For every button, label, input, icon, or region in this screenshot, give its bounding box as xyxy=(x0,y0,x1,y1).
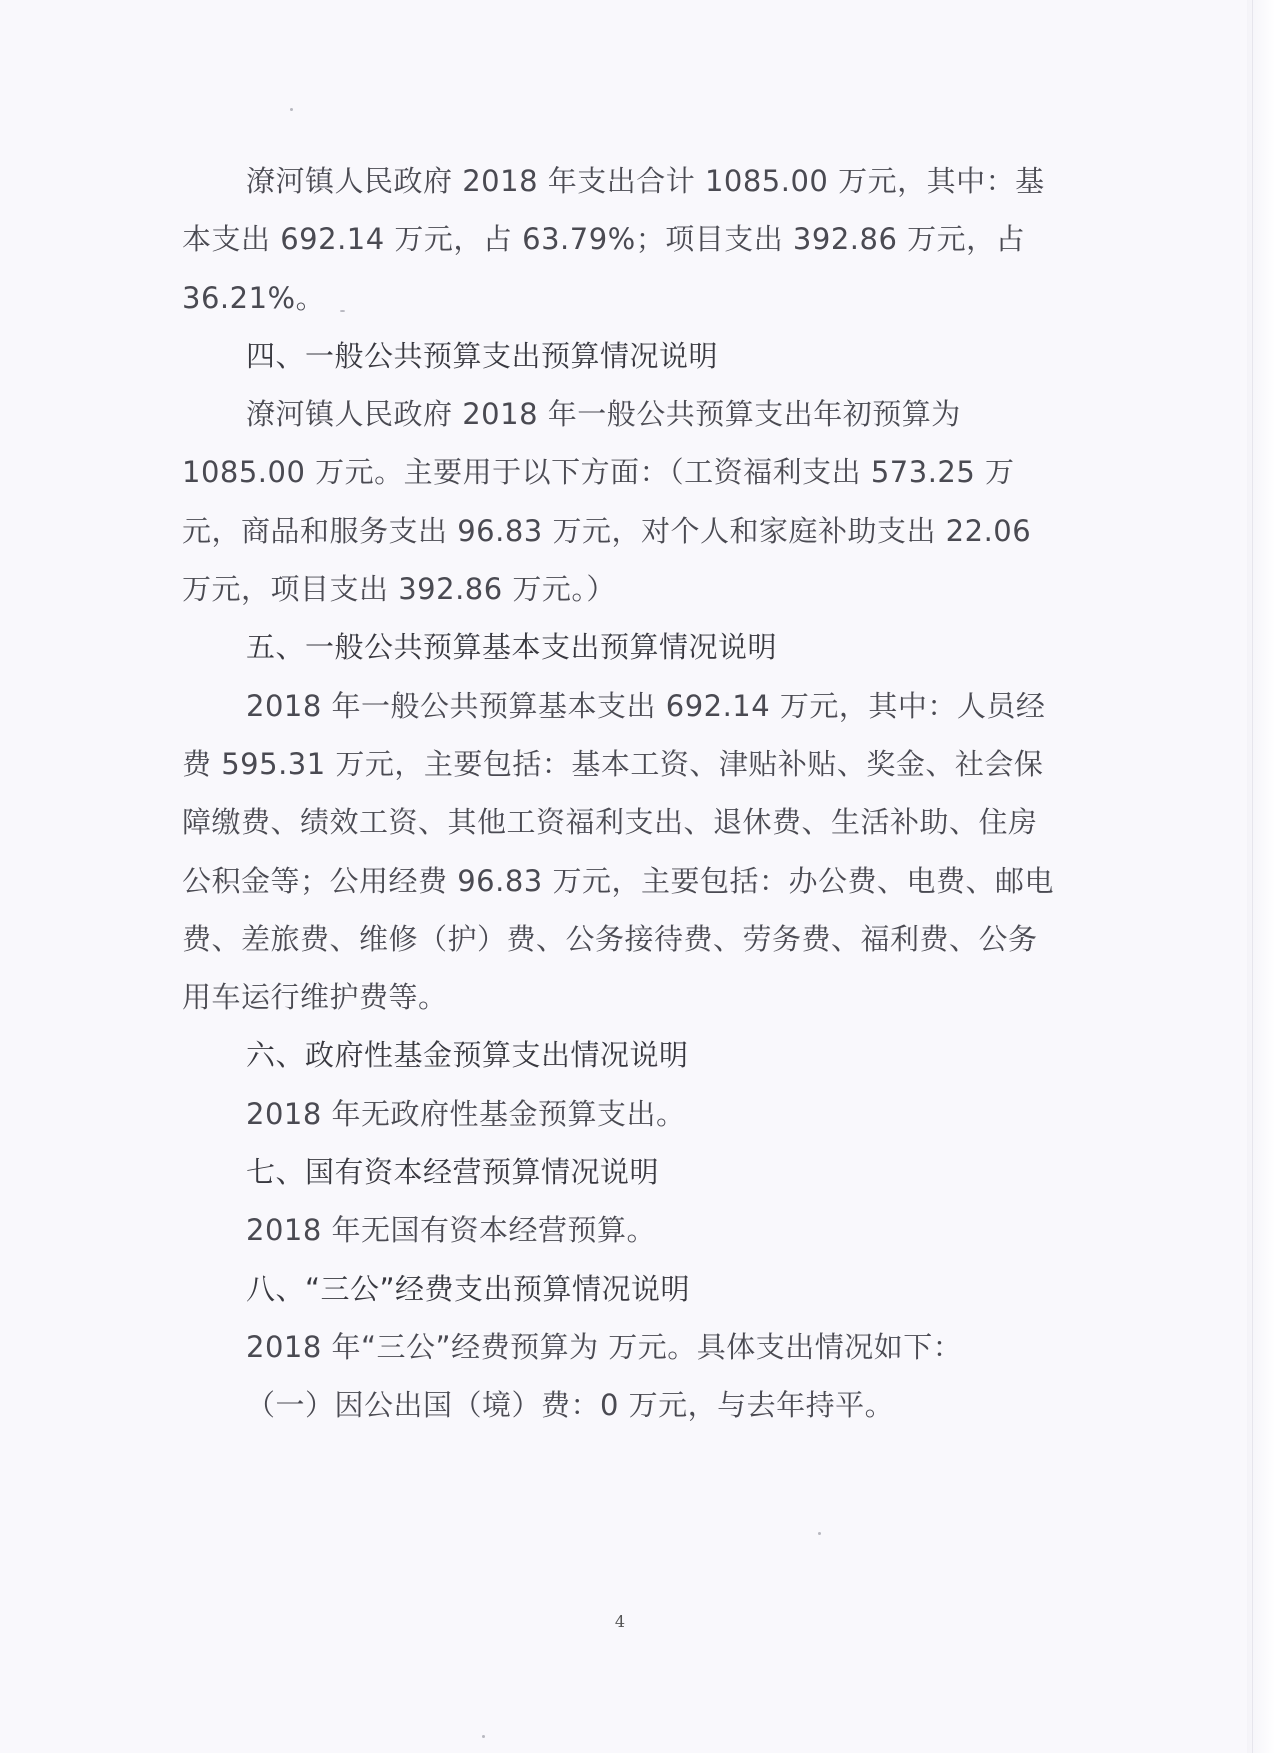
paragraph-government-fund: 2018 年无政府性基金预算支出。 xyxy=(246,1096,686,1131)
document-body xyxy=(182,152,1062,1435)
scan-speck xyxy=(482,1735,485,1738)
page-number: 4 xyxy=(614,1612,626,1631)
paragraph-general-budget: 潦河镇人民政府 2018 年一般公共预算支出年初预算为 1085.00 万元。主要用于以下方面：（工资福利支出 573.25 万元，商品和服务支出 96.83 万元，对个人和家庭补助支出 22.06 万元，项目支出 392.86 万元。） xyxy=(182,397,1032,607)
paragraph-state-capital: 2018 年无国有资本经营预算。 xyxy=(246,1213,657,1248)
section-heading-8: 八、“三公”经费支出预算情况说明 xyxy=(246,1271,691,1306)
scan-speck xyxy=(290,108,293,111)
section-heading-6: 六、政府性基金预算支出情况说明 xyxy=(246,1038,689,1073)
paragraph-overseas-travel: （一）因公出国（境）费：0 万元，与去年持平。 xyxy=(246,1388,895,1423)
paragraph-expenditure-total: 潦河镇人民政府 2018 年支出合计 1085.00 万元，其中：基本支出 692.14 万元，占 63.79%；项目支出 392.86 万元，占 36.21%。 xyxy=(182,164,1045,315)
section-heading-4: 四、一般公共预算支出预算情况说明 xyxy=(246,338,719,373)
paragraph-three-public-budget: 2018 年“三公”经费预算为 万元。具体支出情况如下： xyxy=(246,1329,963,1364)
scan-speck xyxy=(818,1532,821,1535)
paragraph-basic-expenditure: 2018 年一般公共预算基本支出 692.14 万元，其中：人员经费 595.31 万元，主要包括：基本工资、津贴补贴、奖金、社会保障缴费、绩效工资、其他工资福利支出、退休费、生活补助、住房公积金等；公用经费 96.83 万元，主要包括：办公费、电费、邮电费、差旅费、维修（护）费、公务接待费、劳务费、福利费、公务用车运行维护费等。 xyxy=(182,688,1054,1015)
page-edge-line xyxy=(1252,0,1253,1753)
section-heading-5: 五、一般公共预算基本支出预算情况说明 xyxy=(246,630,778,665)
section-heading-7: 七、国有资本经营预算情况说明 xyxy=(246,1155,660,1190)
